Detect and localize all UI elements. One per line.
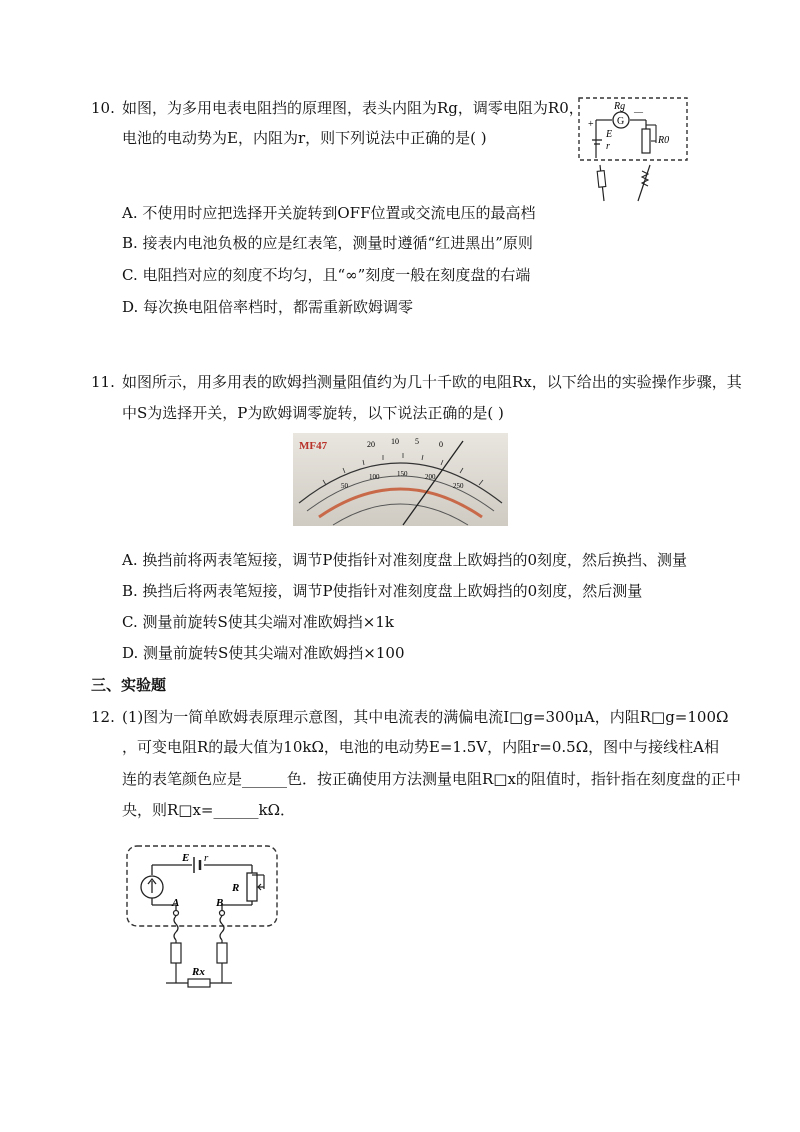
q11-number: 11. <box>91 373 115 391</box>
section-title: 三、实验题 <box>91 676 167 694</box>
q12-fig-a-label: A <box>172 897 180 909</box>
q11-scale-mid-2: 150 <box>397 470 408 478</box>
q10-option-d: D. 每次换电阻倍率档时，都需重新欧姆调零 <box>122 298 414 316</box>
q12-number: 12. <box>91 708 115 726</box>
q10-fig-g-label: G <box>617 116 625 127</box>
q11-scale-mid-0: 50 <box>341 482 348 490</box>
q11-meter-photo <box>293 433 508 526</box>
q12-line4: 央，则R□x=______kΩ． <box>122 801 296 819</box>
q10-option-c: C. 电阻挡对应的刻度不均匀，且“∞”刻度一般在刻度盘的右端 <box>122 266 531 284</box>
q11-line1: 如图所示，用多用表的欧姆挡测量阻值约为几十千欧的电阻Rx，以下给出的实验操作步骤，其 <box>122 373 742 391</box>
q11-scale-top-2: 5 <box>415 437 419 446</box>
q12-fig-R-label: R <box>232 882 240 894</box>
q12-fig-b-label: B <box>216 897 224 909</box>
q10-fig-r0-label: R0 <box>658 135 670 146</box>
q10-line1: 如图，为多用电表电阻挡的原理图，表头内阻为Rg，调零电阻为R0， <box>122 99 584 117</box>
q11-scale-mid-1: 100 <box>369 473 380 481</box>
q12-fig-rx-label: Rx <box>192 966 205 978</box>
q10-fig-r-label: r <box>606 141 610 152</box>
q10-fig-plus: + <box>588 119 594 130</box>
q11-scale-top-3: 0 <box>439 440 443 449</box>
q11-scale-mid-3: 200 <box>425 473 436 481</box>
q10-fig-rg-label: Rg <box>614 101 626 112</box>
q11-option-d: D. 测量前旋转S使其尖端对准欧姆挡×100 <box>122 644 405 662</box>
q11-option-a: A. 换挡前将两表笔短接，调节P使指针对准刻度盘上欧姆挡的0刻度，然后换挡、测量 <box>122 551 688 569</box>
q10-option-a: A. 不使用时应把选择开关旋转到OFF位置或交流电压的最高档 <box>122 204 536 222</box>
q12-fig-r-label: r <box>204 852 209 864</box>
q12-ohmmeter-figure <box>124 843 280 991</box>
q11-option-c: C. 测量前旋转S使其尖端对准欧姆挡×1k <box>122 613 394 631</box>
q10-option-b: B. 接表内电池负极的应是红表笔，测量时遵循“红进黑出”原则 <box>122 234 533 252</box>
q10-number: 10. <box>91 99 115 117</box>
q12-line3: 连的表笔颜色应是______色．按正确使用方法测量电阻R□x的阻值时，指针指在刻度盘的正中 <box>122 770 741 788</box>
q10-fig-e-label: E <box>606 129 613 140</box>
q11-option-b: B. 换挡后将两表笔短接，调节P使指针对准刻度盘上欧姆挡的0刻度，然后测量 <box>122 582 643 600</box>
q10-fig-minus: — <box>634 107 643 117</box>
q11-scale-mid-4: 250 <box>453 482 464 490</box>
q11-scale-top-0: 20 <box>367 440 375 449</box>
q10-circuit-figure <box>574 93 690 205</box>
q12-line1: (1)图为一简单欧姆表原理示意图，其中电流表的满偏电流I□g=300μA，内阻R□g=100Ω <box>122 708 729 726</box>
q10-line2: 电池的电动势为E，内阻为r，则下列说法中正确的是( ) <box>122 129 487 147</box>
q11-scale-top-1: 10 <box>391 437 399 446</box>
q12-fig-e-label: E <box>182 852 190 864</box>
q12-line2: ，可变电阻R的最大值为10kΩ，电池的电动势E=1.5V，内阻r=0.5Ω，图中与接线柱A相 <box>122 738 719 756</box>
q11-meter-brand: MF47 <box>299 440 328 452</box>
q11-line2: 中S为选择开关，P为欧姆调零旋转，以下说法正确的是( ) <box>122 404 504 422</box>
